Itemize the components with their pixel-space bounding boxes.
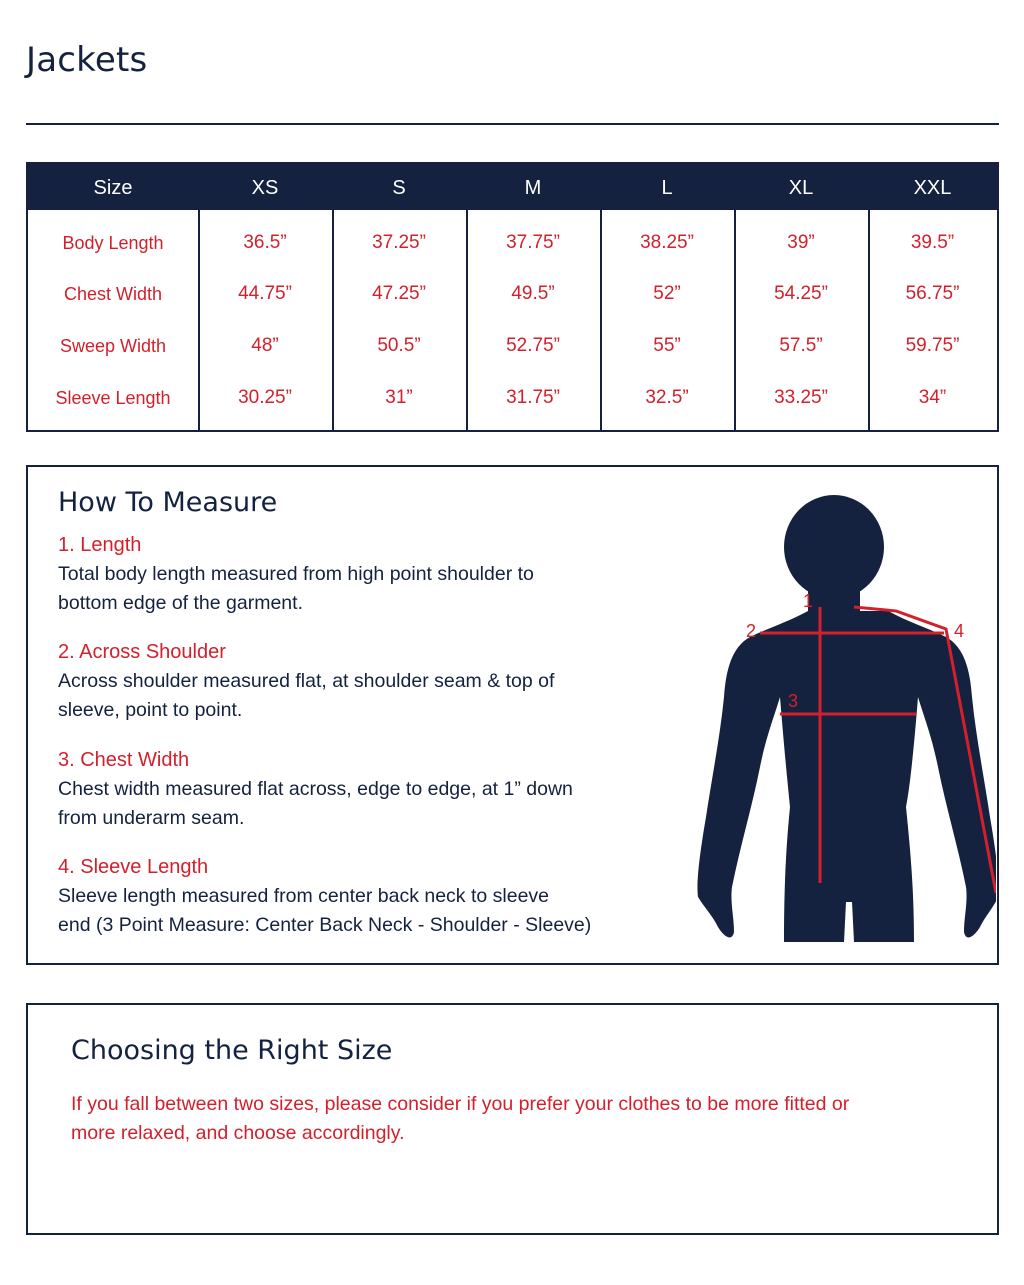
- header-cell-l: L: [661, 177, 673, 199]
- table-cell: 56.75”: [905, 283, 960, 304]
- page-title: Jackets: [26, 40, 148, 80]
- table-cell: 57.5”: [779, 335, 823, 356]
- table-cell: 37.25”: [372, 232, 426, 253]
- step-description: sleeve, point to point.: [58, 699, 243, 721]
- table-cell: 49.5”: [511, 283, 555, 304]
- size-chart-table: [26, 162, 999, 432]
- header-cell-size: Size: [93, 177, 133, 199]
- figure-label-1: 1: [803, 591, 814, 611]
- step-description: Sleeve length measured from center back neck to sleeve: [58, 885, 550, 907]
- measure-step-length: [58, 531, 658, 618]
- table-cell: 47.25”: [372, 283, 426, 304]
- how-to-measure-panel: [26, 465, 999, 965]
- figure-label-4: 4: [954, 621, 965, 641]
- figure-label-2: 2: [746, 621, 757, 641]
- table-cell: 33.25”: [774, 387, 828, 408]
- table-cell: 39”: [787, 232, 815, 253]
- measure-step-chest: [58, 746, 658, 833]
- step-title: 4. Sleeve Length: [58, 856, 209, 878]
- table-header-row: [28, 164, 997, 210]
- step-description: Chest width measured flat across, edge to edge, at 1” down: [58, 778, 573, 800]
- row-label: Sweep Width: [59, 336, 167, 356]
- step-description: end (3 Point Measure: Center Back Neck - Shoulder - Sleeve): [58, 914, 592, 936]
- step-description: Across shoulder measured flat, at shoulder seam & top of: [58, 670, 555, 692]
- how-to-measure-title: How To Measure: [58, 487, 278, 518]
- step-title: 2. Across Shoulder: [58, 641, 226, 663]
- header-cell-xs: XS: [251, 177, 279, 199]
- choosing-size-title: Choosing the Right Size: [71, 1035, 393, 1066]
- table-cell: 39.5”: [910, 232, 955, 253]
- table-cell: 31.75”: [506, 387, 560, 408]
- choosing-size-line: If you fall between two sizes, please consider if you prefer your clothes to be more fitted or: [71, 1093, 850, 1115]
- table-cell: 32.5”: [645, 387, 689, 408]
- table-cell: 36.5”: [243, 232, 287, 253]
- step-description: Total body length measured from high point shoulder to: [58, 563, 534, 585]
- row-label: Chest Width: [63, 284, 163, 304]
- row-label: Sleeve Length: [55, 388, 171, 408]
- figure-label-3: 3: [788, 691, 799, 711]
- header-cell-xl: XL: [788, 177, 814, 199]
- measure-step-shoulder: [58, 638, 658, 725]
- step-title: 1. Length: [58, 534, 142, 556]
- row-label: Body Length: [62, 233, 164, 253]
- table-cell: 37.75”: [506, 232, 560, 253]
- choosing-size-text: [71, 1090, 971, 1148]
- table-cell: 34”: [918, 387, 947, 408]
- step-description: from underarm seam.: [58, 807, 245, 829]
- step-description: bottom edge of the garment.: [58, 592, 303, 614]
- header-cell-xxl: XXL: [913, 177, 952, 199]
- header-cell-s: S: [392, 177, 406, 199]
- step-title: 3. Chest Width: [58, 749, 190, 771]
- table-cell: 31”: [385, 387, 413, 408]
- title-divider: [26, 123, 999, 125]
- table-cell: 44.75”: [238, 283, 292, 304]
- header-cell-m: M: [524, 177, 542, 199]
- measure-step-sleeve: [58, 853, 678, 940]
- body-silhouette-icon: [696, 487, 996, 947]
- table-cell: 59.75”: [905, 335, 960, 356]
- table-cell: 52.75”: [506, 335, 560, 356]
- choosing-size-panel: [26, 1003, 999, 1235]
- table-cell: 54.25”: [774, 283, 828, 304]
- table-cell: 48”: [251, 335, 279, 356]
- table-cell: 55”: [653, 335, 681, 356]
- table-cell: 30.25”: [238, 387, 292, 408]
- table-cell: 38.25”: [640, 232, 694, 253]
- table-cell: 50.5”: [377, 335, 421, 356]
- choosing-size-line: more relaxed, and choose accordingly.: [71, 1122, 405, 1144]
- table-cell: 52”: [653, 283, 681, 304]
